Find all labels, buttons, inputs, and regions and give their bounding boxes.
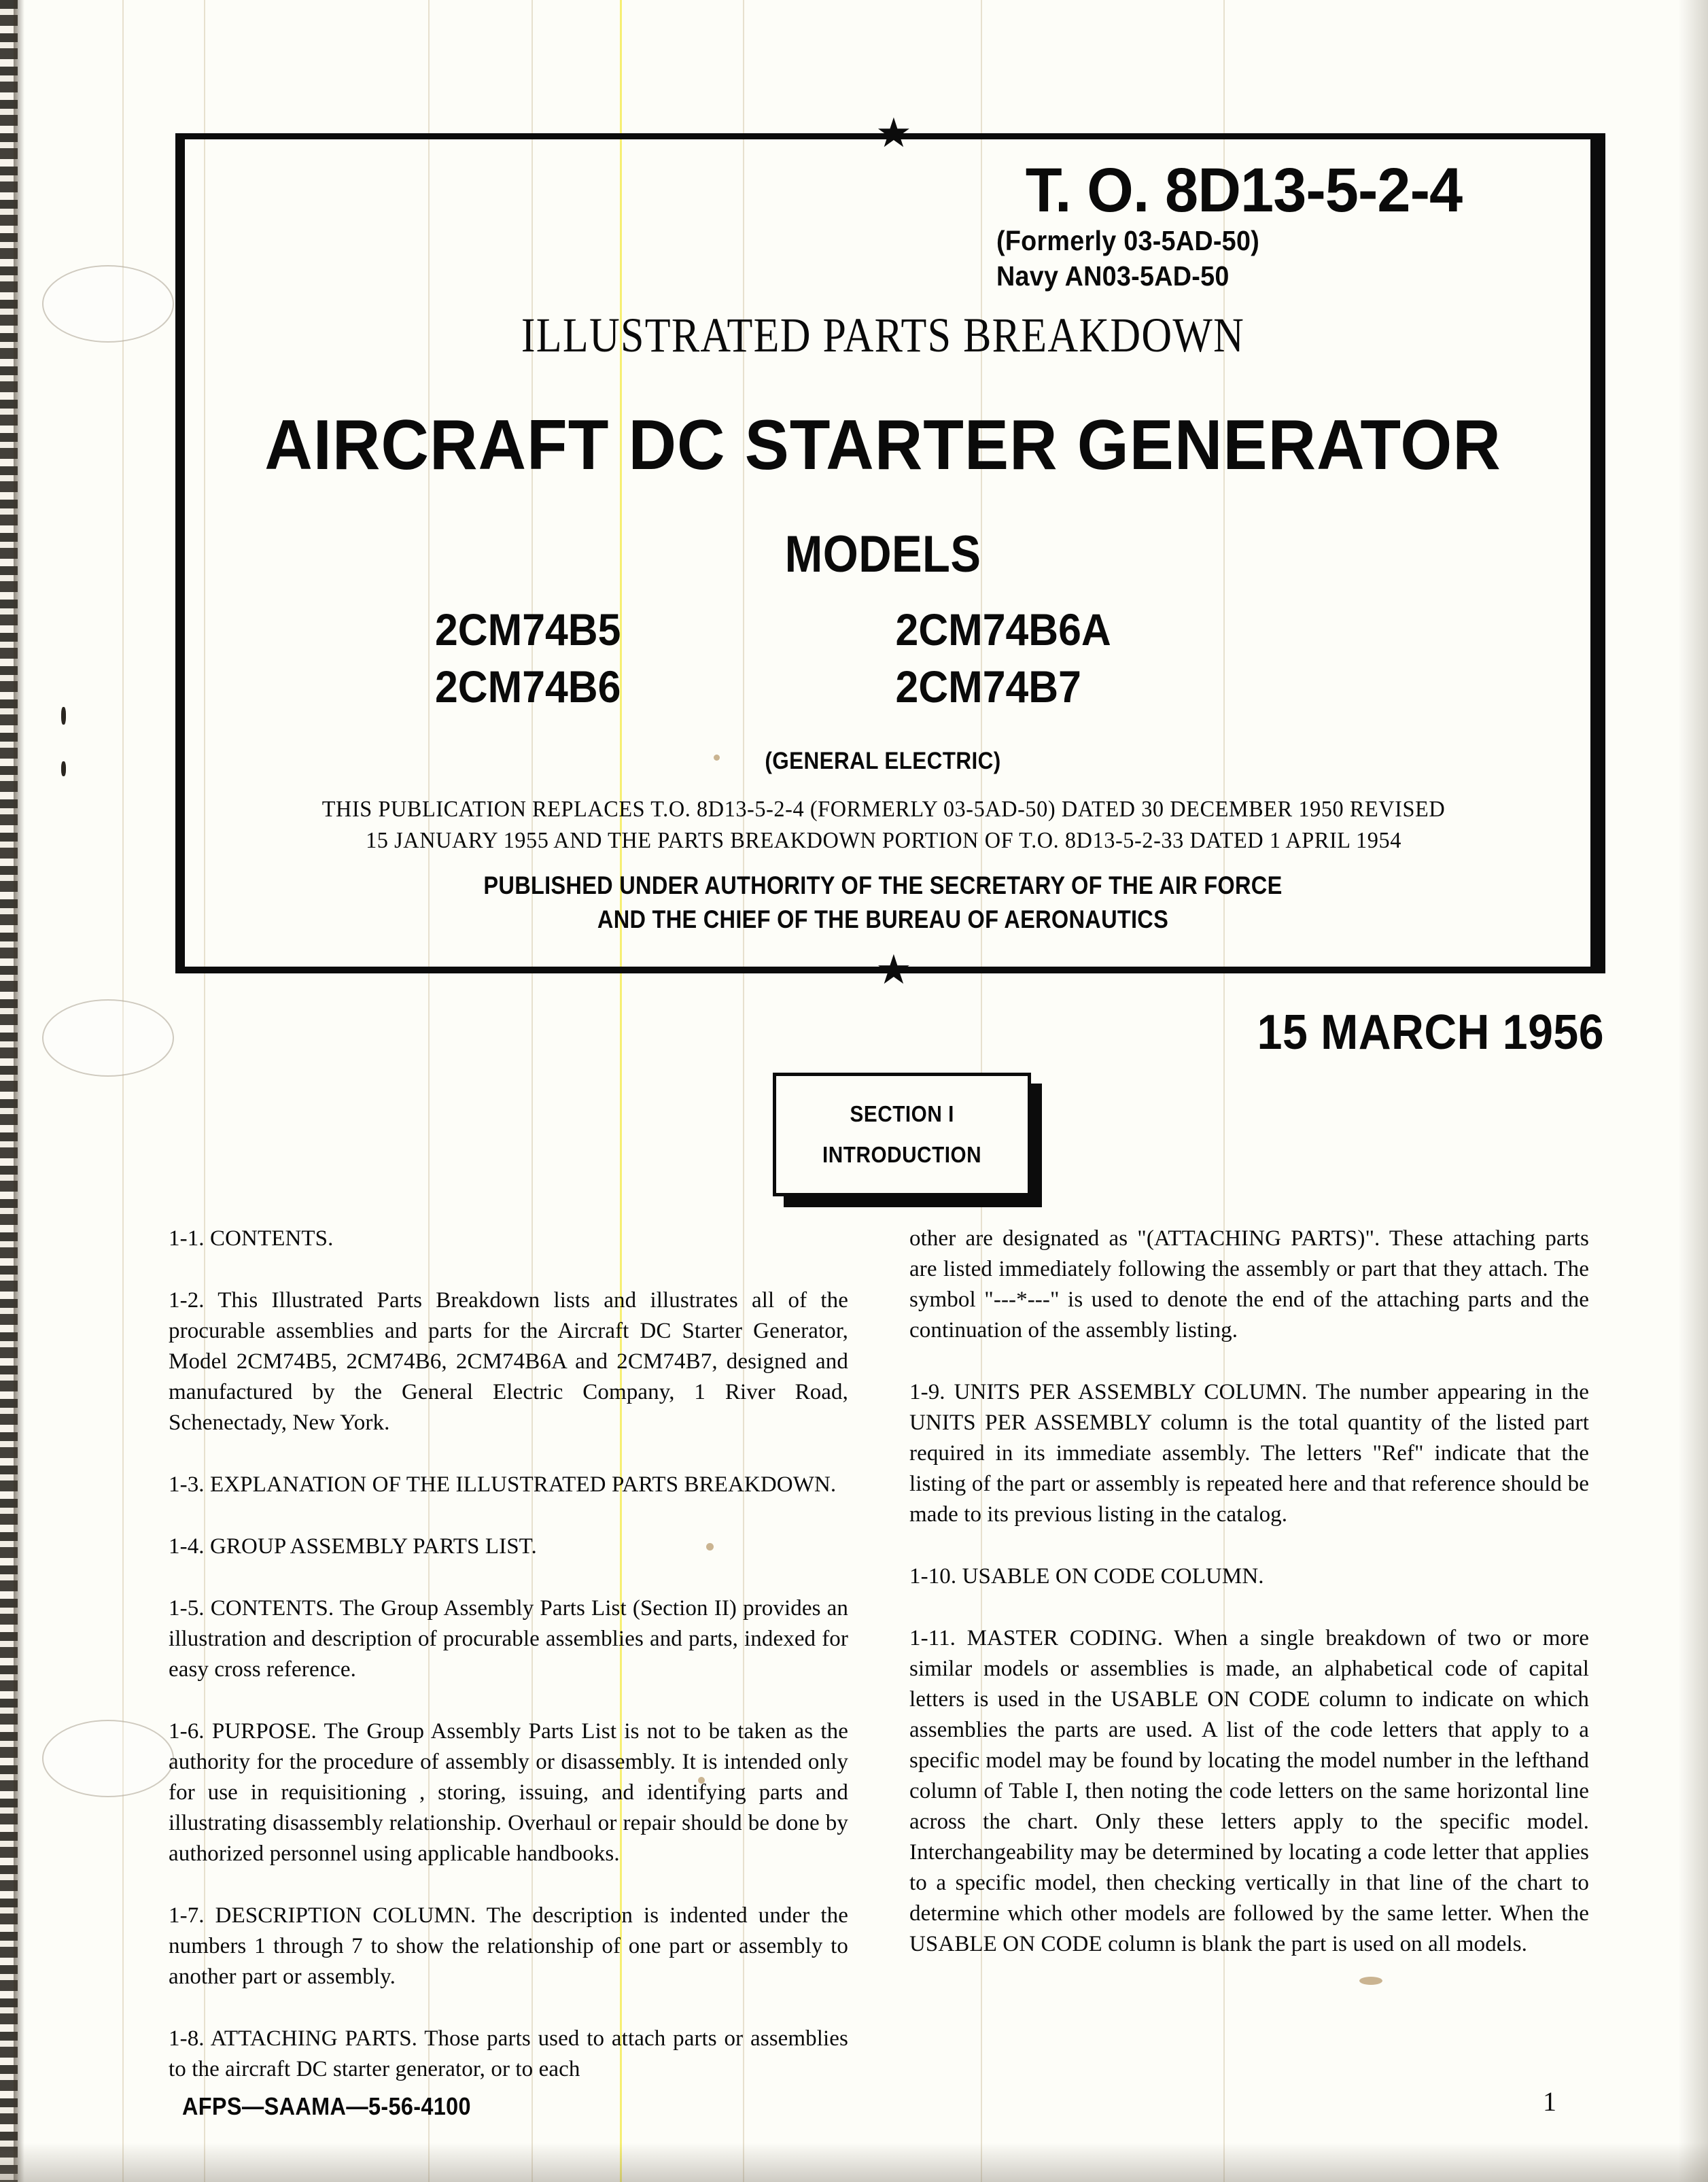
model-number: 2CM74B7 — [895, 661, 1081, 712]
scan-edge-gradient — [14, 0, 24, 2182]
navy-designation: Navy AN03-5AD-50 — [996, 260, 1230, 292]
paragraph-1-10: 1-10. USABLE ON CODE COLUMN. — [909, 1564, 1264, 1589]
star-icon: ★ — [875, 109, 912, 157]
paragraph-1-8-continued: other are designated as "(ATTACHING PARTS)". These attaching parts are listed immediately following the assembly or part that they attach. The symbol "---*---" is used to denote the end of the attaching parts and the continuation of the assembly listing. — [909, 1226, 1589, 1343]
paragraph-1-3: 1-3. EXPLANATION OF THE ILLUSTRATED PARTS BREAKDOWN. — [169, 1472, 837, 1497]
paragraph-1-1: 1-1. CONTENTS. — [169, 1226, 334, 1251]
paragraph-1-8: 1-8. ATTACHING PARTS. Those parts used to attach parts or assemblies to the aircraft DC starter generator, or to each — [169, 2026, 848, 2081]
paragraph-1-5: 1-5. CONTENTS. The Group Assembly Parts List (Section II) provides an illustration and description of procurable assemblies and parts, indexed for easy cross reference. — [169, 1596, 848, 1682]
publication-date: 15 MARCH 1956 — [1257, 1005, 1604, 1060]
paragraph-1-11: 1-11. MASTER CODING. When a single breakdown of two or more similar models or assemblies is made, an alphabetical code of capital letters is used in the USABLE ON CODE column to indicate on which assemblies the parts are used. A list of the code letters that apply to a specific model may be found by locating the model number in the lefthand column of Table I, then noting the code letters on the same horizontal line across the chart. Only these letters apply to the specific model. Interchangeability may be determined by locating a code letter that applies to a specific model, then checking vertically in that line of the chart to determine which other models are followed by the same letter. When the USABLE ON CODE column is blank the part is used on all models. — [909, 1626, 1589, 1956]
page-title: AIRCRAFT DC STARTER GENERATOR — [264, 406, 1501, 485]
page-number: 1 — [1543, 2086, 1556, 2117]
model-number: 2CM74B5 — [435, 604, 621, 655]
publishing-authority — [260, 869, 1505, 937]
authority-line-2: AND THE CHIEF OF THE BUREAU OF AERONAUTICS — [597, 905, 1169, 933]
technical-order-number: T. O. 8D13-5-2-4 — [1025, 156, 1463, 225]
scan-shadow-right — [1678, 0, 1708, 2182]
model-number: 2CM74B6 — [435, 661, 621, 712]
scan-speck — [61, 761, 66, 776]
authority-line-1: PUBLISHED UNDER AUTHORITY OF THE SECRETARY OF THE AIR FORCE — [483, 871, 1283, 899]
paragraph-1-9: 1-9. UNITS PER ASSEMBLY COLUMN. The number appearing in the UNITS PER ASSEMBLY column is the total quantity of the listed part required in its immediate assembly. The letters "Ref" indicate that the listing of the part or assembly is repeated here and that reference should be made to its previous listing in the catalog. — [909, 1380, 1589, 1527]
paragraph-1-6: 1-6. PURPOSE. The Group Assembly Parts List is not to be taken as the authority for the procedure of assembly or disassembly. It is intended only for use in requisitioning , storing, issuing, and identifying parts and illustrating disassembly relationship. Overhaul or repair should be done by authorized personnel using applicable handbooks. — [169, 1719, 848, 1866]
punch-hole — [42, 265, 174, 343]
punch-hole — [42, 999, 174, 1077]
section-tab-number: SECTION I — [850, 1101, 954, 1126]
section-tab — [773, 1073, 1031, 1196]
paragraph-1-4: 1-4. GROUP ASSEMBLY PARTS LIST. — [169, 1534, 537, 1559]
supersession-line-2: 15 JANUARY 1955 AND THE PARTS BREAKDOWN PORTION OF T.O. 8D13-5-2-33 DATED 1 APRIL 1954 — [366, 828, 1401, 853]
punch-hole — [42, 1720, 174, 1797]
scan-shadow-bottom — [0, 2143, 1708, 2182]
star-icon: ★ — [875, 946, 912, 994]
paragraph-1-7: 1-7. DESCRIPTION COLUMN. The description is indented under the numbers 1 through 7 to show the relationship of one part or assembly to another part or assembly. — [169, 1903, 848, 1989]
models-row — [435, 658, 1346, 715]
model-number: 2CM74B6A — [895, 604, 1111, 655]
models-row — [435, 601, 1346, 658]
manufacturer-name: (GENERAL ELECTRIC) — [765, 748, 1001, 774]
paragraph-1-2: 1-2. This Illustrated Parts Breakdown lists and illustrates all of the procurable assemblies and parts for the Aircraft DC Starter Generator, Model 2CM74B5, 2CM74B6, 2CM74B6A and 2CM74B7, designed and manufactured by the General Electric Company, 1 River Road, Schenectady, New York. — [169, 1288, 848, 1435]
technical-order-subtitles — [996, 223, 1434, 294]
section-tab-face — [773, 1073, 1031, 1196]
body-column-right — [909, 1224, 1589, 1991]
printing-code: AFPS—SAAMA—5-56-4100 — [182, 2092, 471, 2120]
section-tab-title: INTRODUCTION — [822, 1142, 982, 1167]
models-label: MODELS — [784, 525, 981, 583]
models-list — [435, 601, 1346, 715]
formerly-designation: (Formerly 03-5AD-50) — [996, 225, 1260, 256]
supersession-line-1: THIS PUBLICATION REPLACES T.O. 8D13-5-2-4 (FORMERLY 03-5AD-50) DATED 30 DECEMBER 1950 REVISED — [321, 797, 1446, 822]
supersession-note — [290, 794, 1478, 856]
scan-speck — [61, 707, 66, 725]
body-column-left — [169, 1224, 848, 2116]
publication-kind: ILLUSTRATED PARTS BREAKDOWN — [521, 308, 1245, 362]
